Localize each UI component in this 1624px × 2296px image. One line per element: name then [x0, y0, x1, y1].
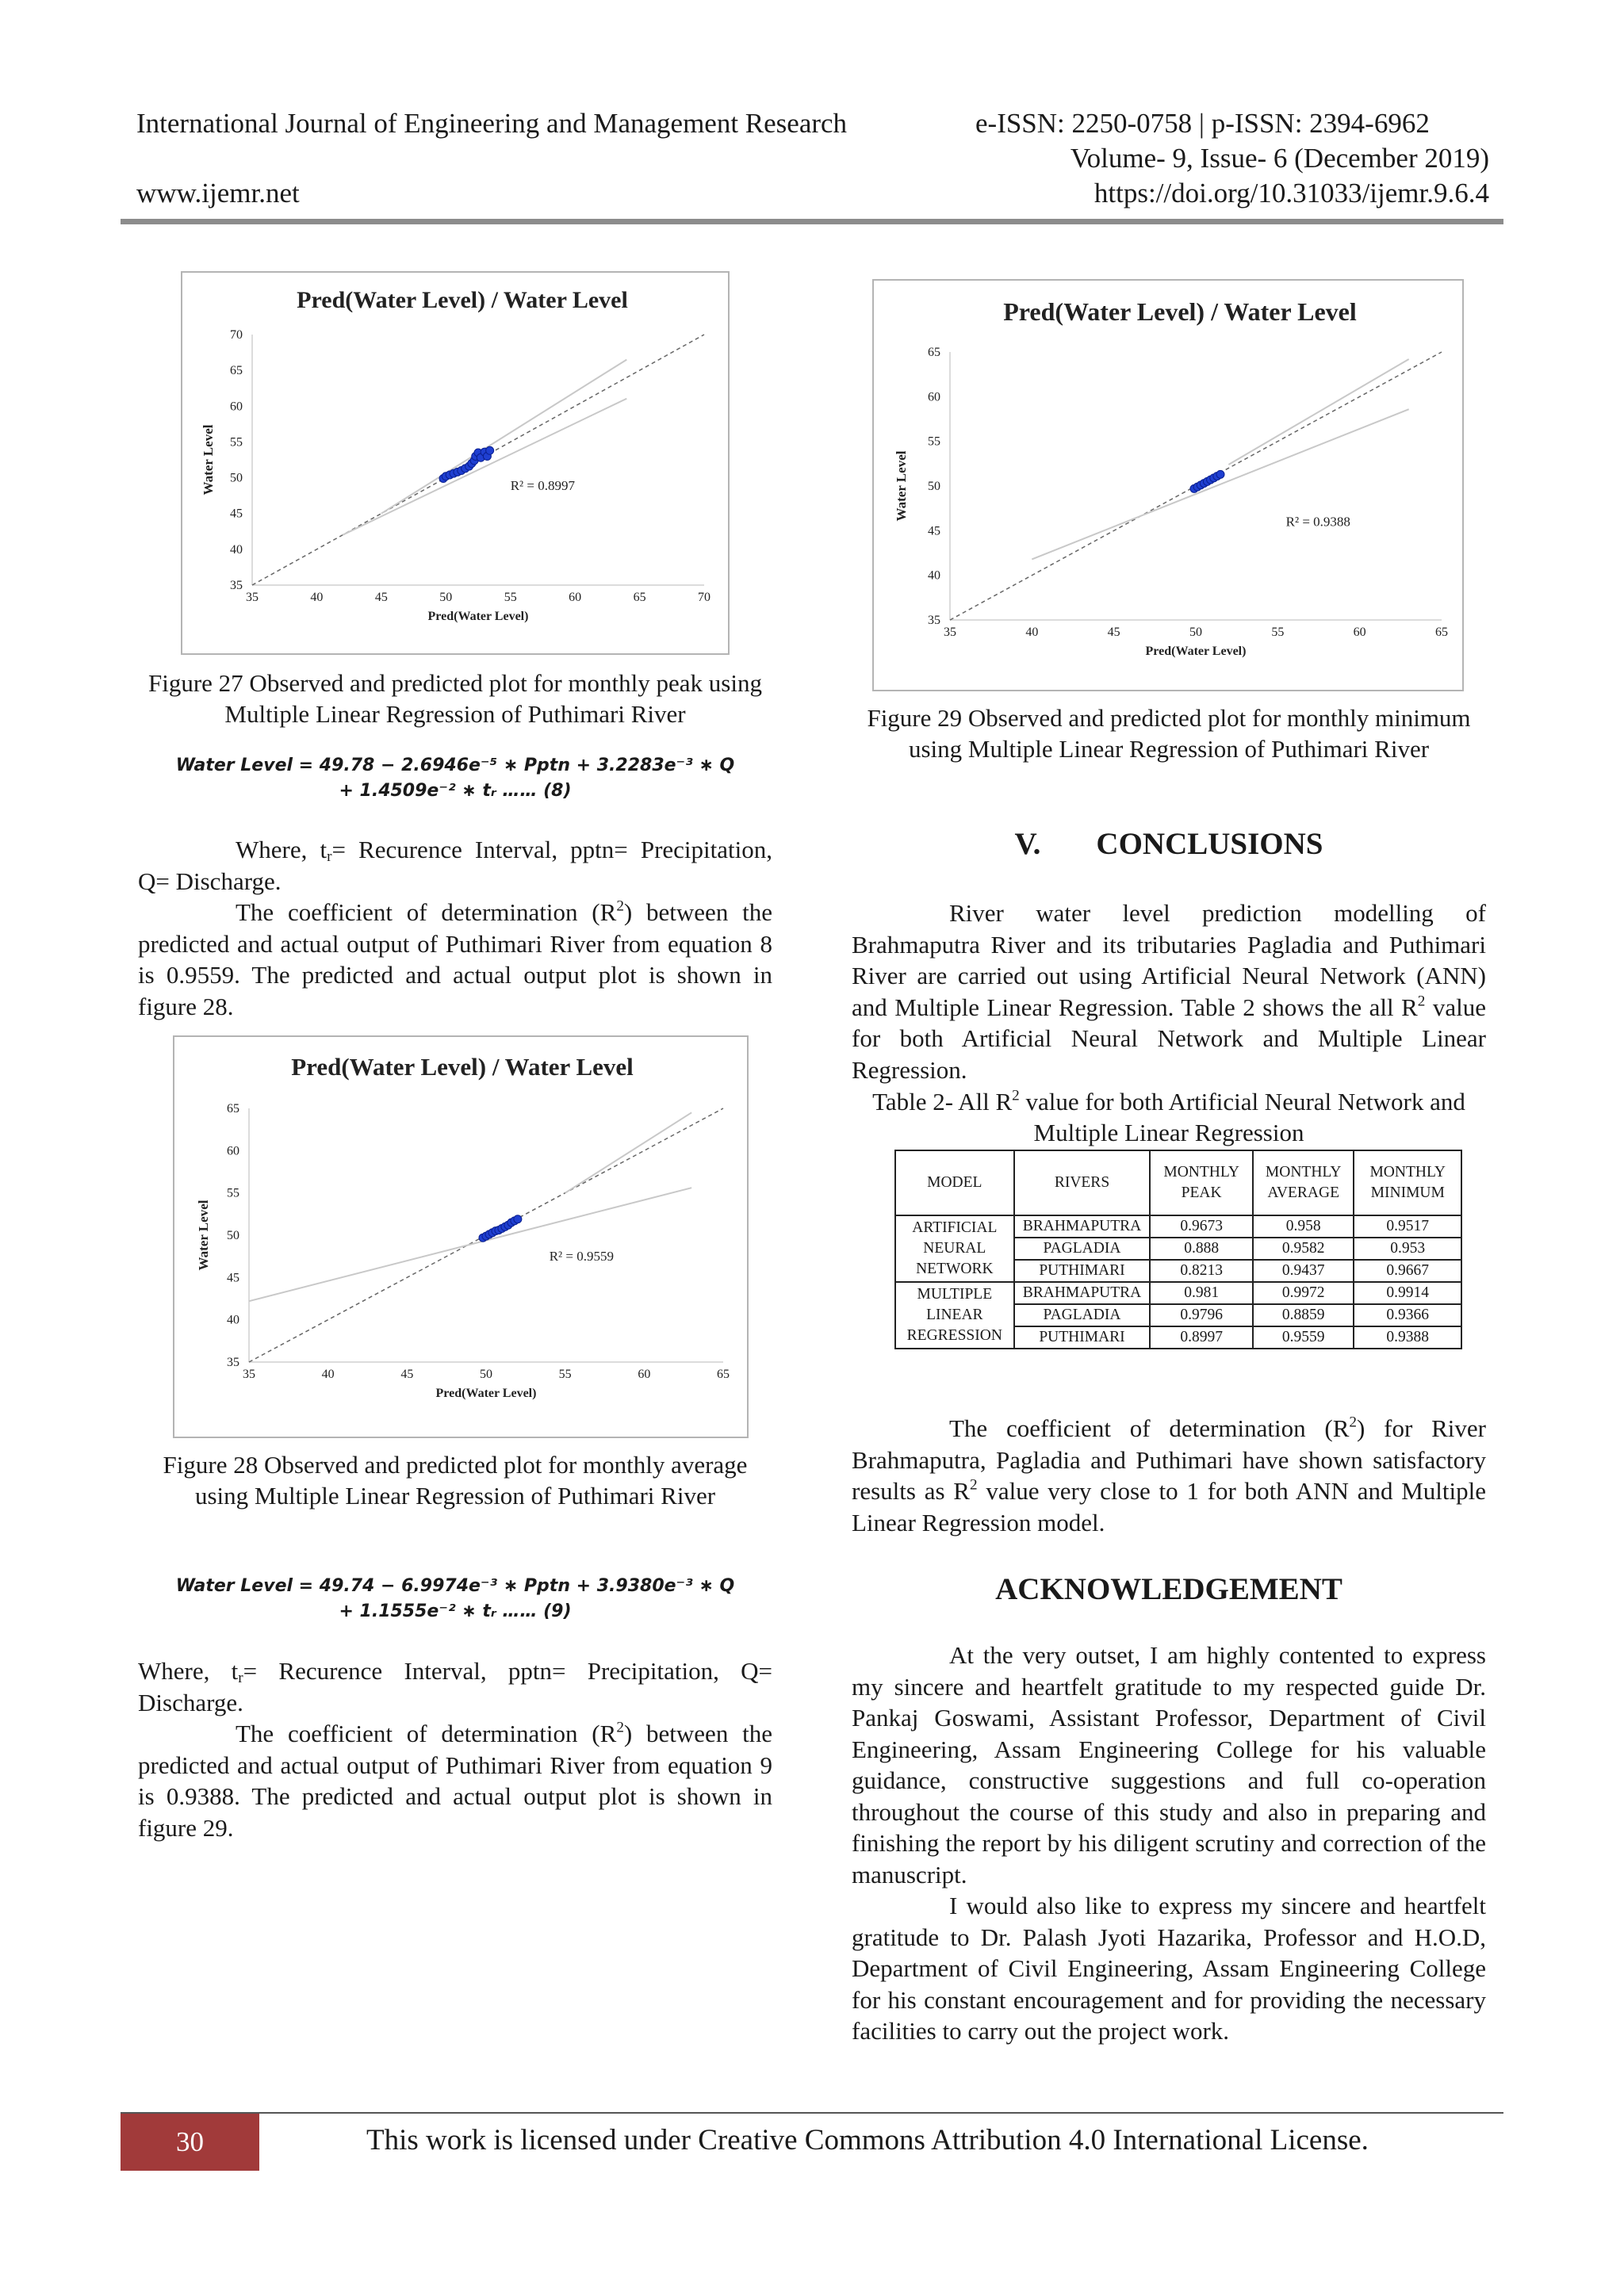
figure-29-chart: [872, 279, 1464, 691]
y-tick-label: 55: [230, 435, 243, 450]
header-monthly-peak: MONTHLY PEAK: [1150, 1150, 1253, 1215]
figure-28-caption: Figure 28 Observed and predicted plot for monthly average using Multiple Linear Regression of Puthimari River: [163, 1451, 748, 1510]
x-tick-label: 45: [374, 591, 388, 604]
y-tick-label: 40: [227, 1313, 239, 1327]
y-tick-label: 35: [227, 1356, 239, 1369]
river-cell: PAGLADIA: [1014, 1238, 1151, 1260]
minimum-cell: 0.9517: [1354, 1215, 1461, 1238]
y-tick-label: 65: [227, 1102, 239, 1115]
x-tick-label: 55: [1271, 626, 1285, 639]
y-tick-label: 60: [928, 390, 940, 404]
equation-8: [138, 753, 772, 804]
upper-band-line: [1228, 359, 1408, 465]
y-tick-label: 65: [928, 346, 940, 359]
x-tick-label: 35: [246, 591, 259, 604]
y-tick-label: 50: [227, 1229, 239, 1242]
x-tick-label: 60: [569, 591, 582, 604]
y-tick-label: 45: [227, 1271, 239, 1285]
x-tick-label: 50: [480, 1368, 492, 1381]
peak-cell: 0.8213: [1150, 1260, 1253, 1282]
acknowledgement-paragraph-2: I would also like to express my sincere and heartfelt gratitude to Dr. Palash Jyoti Hazarika, Professor and H.O.D, Department of Civil Engineering, Assam Engineering College for his constant encouragement and for providing the necessary facilities to carry out the project work.: [852, 1892, 1486, 2045]
acknowledgement-text: [852, 1640, 1486, 2047]
y-axis-label: Water Level: [196, 1200, 211, 1271]
page-number: 30: [121, 2114, 259, 2171]
r-squared-label: R² = 0.9559: [549, 1249, 615, 1264]
minimum-cell: 0.9366: [1354, 1304, 1461, 1326]
coefficient-paragraph-2: The coefficient of determination $(R^2)$ between the predicted and actual output of Puthimari River from equation 9 is 0.9388. The predicted and actual output plot is shown in figure 29.: [138, 1719, 772, 1842]
data-point: [486, 446, 494, 454]
header-monthly-average: MONTHLY AVERAGE: [1253, 1150, 1354, 1215]
x-tick-label: 35: [243, 1368, 255, 1381]
x-tick-label: 60: [1353, 626, 1366, 639]
x-tick-label: 55: [558, 1368, 572, 1381]
results-table: [894, 1150, 1462, 1349]
conclusions-heading: V. CONCLUSIONS: [1014, 827, 1323, 861]
equation-9-line-1: Water Level = 49.74 − 6.9974e⁻³ ∗ Pptn + 3.9380e⁻³ ∗ Q: [175, 1576, 735, 1596]
x-tick-label: 70: [698, 591, 710, 604]
doi-link[interactable]: https://doi.org/10.31033/ijemr.9.6.4: [1094, 178, 1489, 209]
table-row: [895, 1282, 1461, 1304]
data-point: [1216, 470, 1224, 478]
x-tick-label: 45: [400, 1368, 414, 1381]
footer-rule: [121, 2112, 1503, 2114]
x-tick-label: 60: [638, 1368, 651, 1381]
table-2-caption: Table 2- All $R^2$ value for both Artificial Neural Network and Multiple Linear Regression: [872, 1087, 1465, 1146]
x-tick-label: 45: [1107, 626, 1120, 639]
average-cell: 0.9437: [1253, 1260, 1354, 1282]
x-tick-label: 55: [504, 591, 517, 604]
y-tick-label: 60: [227, 1144, 239, 1158]
x-tick-label: 65: [717, 1368, 730, 1381]
header-rule: [121, 219, 1503, 224]
figure-27-caption: Figure 27 Observed and predicted plot for monthly peak using Multiple Linear Regression of Puthimari River: [148, 669, 762, 728]
river-cell: PUTHIMARI: [1014, 1260, 1151, 1282]
equation-9: [138, 1574, 772, 1624]
figure-29-svg: [874, 281, 1462, 690]
left-text-block-2: [138, 1655, 772, 1843]
data-point: [514, 1215, 522, 1223]
y-tick-label: 65: [230, 364, 243, 378]
upper-band-line: [381, 360, 626, 514]
figure-28-chart: [173, 1035, 749, 1438]
y-axis-label: Water Level: [894, 450, 909, 522]
y-tick-label: 40: [230, 542, 243, 557]
river-cell: BRAHMAPUTRA: [1014, 1282, 1151, 1304]
minimum-cell: 0.953: [1354, 1238, 1461, 1260]
x-tick-label: 65: [633, 591, 646, 604]
figure-28-svg: [174, 1037, 747, 1437]
y-tick-label: 55: [928, 434, 940, 449]
y-tick-label: 60: [230, 400, 243, 414]
x-tick-label: 65: [1435, 626, 1448, 639]
header-monthly-minimum: MONTHLY MINIMUM: [1354, 1150, 1461, 1215]
peak-cell: 0.9673: [1150, 1215, 1253, 1238]
minimum-cell: 0.9667: [1354, 1260, 1461, 1282]
peak-cell: 0.8997: [1150, 1326, 1253, 1349]
figure-27-svg: [182, 273, 728, 653]
average-cell: 0.958: [1253, 1215, 1354, 1238]
x-axis-label: Pred(Water Level): [435, 1387, 537, 1400]
volume-issue: Volume- 9, Issue- 6 (December 2019): [1070, 143, 1489, 174]
issn: e-ISSN: 2250-0758 | p-ISSN: 2394-6962: [975, 108, 1430, 139]
river-cell: PAGLADIA: [1014, 1304, 1151, 1326]
where-paragraph-2: Where, $t_r=$ Recurence Interval, pptn= Precipitation, Q= Discharge.: [138, 1657, 772, 1716]
r-squared-label: R² = 0.8997: [510, 477, 575, 493]
river-cell: BRAHMAPUTRA: [1014, 1215, 1151, 1238]
x-tick-label: 40: [321, 1368, 335, 1381]
r-squared-label: R² = 0.9388: [1285, 514, 1350, 530]
chart-title: Pred(Water Level) / Water Level: [291, 1053, 634, 1081]
y-tick-label: 35: [928, 614, 940, 627]
average-cell: 0.9559: [1253, 1326, 1354, 1349]
average-cell: 0.9972: [1253, 1282, 1354, 1304]
y-axis-label: Water Level: [201, 424, 216, 496]
minimum-cell: 0.9914: [1354, 1282, 1461, 1304]
header-rivers: RIVERS: [1014, 1150, 1151, 1215]
minimum-cell: 0.9388: [1354, 1326, 1461, 1349]
peak-cell: 0.981: [1150, 1282, 1253, 1304]
left-text-block-1: [138, 834, 772, 1022]
y-tick-label: 40: [928, 568, 940, 583]
equation-9-line-2: + 1.1555e⁻² ∗ tᵣ …… (9): [339, 1601, 572, 1621]
y-tick-label: 45: [928, 524, 940, 538]
y-tick-label: 45: [230, 507, 243, 521]
equation-8-line-1: Water Level = 49.78 − 2.6946e⁻⁵ ∗ Pptn + 3.2283e⁻³ ∗ Q: [175, 756, 735, 775]
lower-band-line: [1032, 409, 1408, 559]
y-tick-label: 50: [928, 480, 940, 493]
chart-title: Pred(Water Level) / Water Level: [1003, 297, 1357, 326]
river-cell: PUTHIMARI: [1014, 1326, 1151, 1349]
figure-29-caption: Figure 29 Observed and predicted plot for monthly minimum using Multiple Linear Regression of Puthimari River: [867, 704, 1471, 763]
y-tick-label: 50: [230, 471, 243, 485]
header-model: MODEL: [895, 1150, 1014, 1215]
acknowledgement-paragraph-1: At the very outset, I am highly contented to express my sincere and heartfelt gratitude to my respected guide Dr. Pankaj Goswami, Assistant Professor, Department of Civil Engineering, Assam Engineering College for his valuable guidance, constructive suggestions and full co-operation throughout the course of this study and also in preparing and finishing the report by his diligent scrutiny and correction of the manuscript.: [852, 1641, 1486, 1888]
upper-band-line: [565, 1112, 691, 1192]
table-row: [895, 1215, 1461, 1238]
equation-8-line-2: + 1.4509e⁻² ∗ tᵣ …… (8): [339, 781, 572, 801]
lower-band-line: [249, 1188, 691, 1301]
x-axis-label: Pred(Water Level): [427, 610, 529, 623]
table-header-row: [895, 1150, 1461, 1215]
x-axis-label: Pred(Water Level): [1145, 645, 1247, 658]
coefficient-paragraph-1: The coefficient of determination $(R^2)$ between the predicted and actual output of Puthimari River from equation 8 is 0.9559. The predicted and actual output plot is shown in figure 28.: [138, 897, 772, 1020]
lower-band-line: [343, 399, 626, 535]
conclusions-paragraph: River water level prediction modelling of Brahmaputra River and its tributaries Pagladia and Puthimari River are carried out using Artificial Neural Network (ANN) and Multiple Linear Regression. Table 2 shows the all $R^2$ value for both Artificial Neural Network and Multiple Linear Regression.: [852, 899, 1486, 1084]
website-link[interactable]: www.ijemr.net: [136, 178, 300, 209]
model-ann: ARTIFICIAL NEURAL NETWORK: [895, 1215, 1014, 1282]
peak-cell: 0.888: [1150, 1238, 1253, 1260]
y-tick-label: 35: [230, 579, 243, 592]
x-tick-label: 50: [439, 591, 453, 604]
y-tick-label: 70: [230, 328, 243, 342]
journal-name: International Journal of Engineering and Management Research: [136, 108, 848, 139]
x-tick-label: 40: [1025, 626, 1039, 639]
peak-cell: 0.9796: [1150, 1304, 1253, 1326]
model-mlr: MULTIPLE LINEAR REGRESSION: [895, 1282, 1014, 1349]
y-tick-label: 55: [227, 1186, 239, 1200]
x-tick-label: 50: [1189, 626, 1202, 639]
figure-27-chart: [181, 271, 730, 655]
average-cell: 0.9582: [1253, 1238, 1354, 1260]
x-tick-label: 35: [944, 626, 956, 639]
x-tick-label: 40: [310, 591, 324, 604]
conclusions-summary: The coefficient of determination $(R^2)$ for River Brahmaputra, Pagladia and Puthimari have shown satisfactory results as $R^2$ value very close to 1 for both ANN and Multiple Linear Regression model.: [852, 1414, 1486, 1536]
acknowledgement-heading: ACKNOWLEDGEMENT: [995, 1572, 1342, 1606]
chart-title: Pred(Water Level) / Water Level: [297, 287, 628, 313]
where-paragraph-1: Where, $t_r=$ Recurence Interval, pptn= Precipitation, Q= Discharge.: [138, 836, 773, 895]
license-text: This work is licensed under Creative Commons Attribution 4.0 International License.: [366, 2124, 1369, 2156]
average-cell: 0.8859: [1253, 1304, 1354, 1326]
